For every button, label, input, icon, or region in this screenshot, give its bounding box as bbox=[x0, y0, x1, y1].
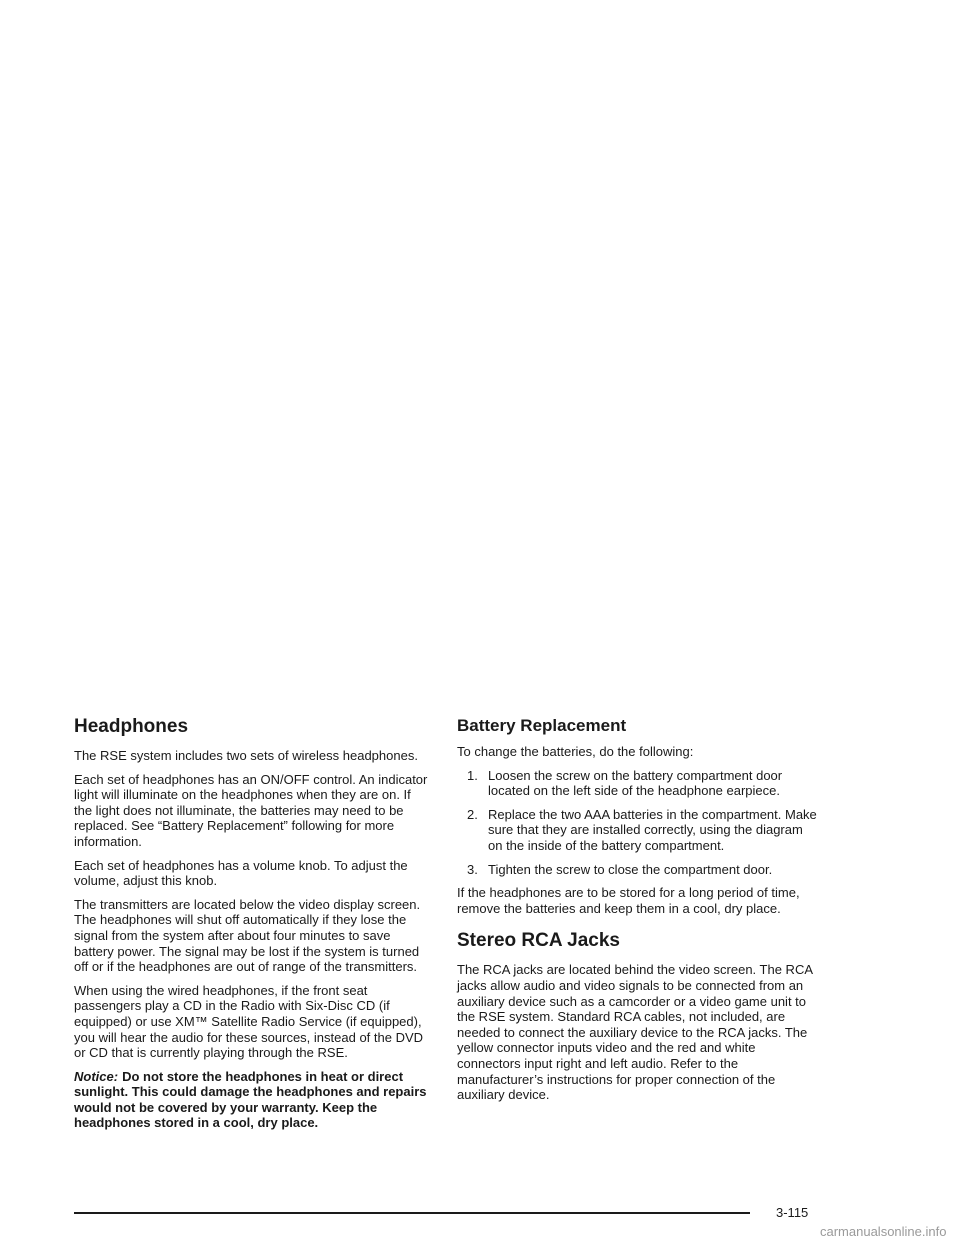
paragraph: Each set of headphones has an ON/OFF control. An indicator light will illuminate on the headphones when they are on. If the light does not illuminate, the batteries may need to be replaced. See “Battery Replacement” following for more information. bbox=[74, 771, 428, 849]
paragraph: When using the wired headphones, if the front seat passengers play a CD in the Radio with Six-Disc CD (if equipped) or use XM™ Satellite Radio Service (if equipped), you will hear the audio for these sources, instead of the DVD or CD that is currently playing through the RSE. bbox=[74, 982, 424, 1061]
paragraph: The transmitters are located below the video display screen. The headphones will shut off automatically if they lose the signal from the system after about four minutes to save battery power. The signal may be lost if the system is turned off or if the headphones are out of range of the transmitters. bbox=[74, 896, 421, 975]
notice-label: Notice: bbox=[74, 1068, 119, 1084]
step-text: Loosen the screw on the battery compartment door located on the left side of the headphone earpiece. bbox=[488, 767, 783, 799]
step-text: Tighten the screw to close the compartment door. bbox=[488, 861, 773, 877]
list-item bbox=[457, 862, 817, 878]
watermark: carmanualsonline.info bbox=[820, 1224, 947, 1239]
headphones-heading: Headphones bbox=[74, 716, 189, 737]
list-item bbox=[457, 768, 817, 799]
footer-rule bbox=[74, 1212, 750, 1214]
battery-intro: To change the batteries, do the following: bbox=[457, 744, 694, 759]
battery-steps-list bbox=[457, 768, 817, 878]
left-column bbox=[74, 716, 430, 1139]
page-number: 3-115 bbox=[776, 1205, 809, 1220]
battery-replacement-heading: Battery Replacement bbox=[457, 716, 627, 735]
paragraph: The RSE system includes two sets of wireless headphones. bbox=[74, 748, 418, 763]
notice-text: Do not store the headphones in heat or direct sunlight. This could damage the headphones and repairs would not be covered by your warranty. Keep the headphones stored in a cool, dry place. bbox=[74, 1068, 427, 1131]
list-item bbox=[457, 807, 817, 854]
stereo-rca-jacks-heading: Stereo RCA Jacks bbox=[457, 930, 620, 952]
step-text: Replace the two AAA batteries in the compartment. Make sure that they are installed correctly, using the diagram on the inside of the battery compartment. bbox=[488, 806, 817, 853]
rca-paragraph: The RCA jacks are located behind the video screen. The RCA jacks allow audio and video signals to be connected from an auxiliary device such as a camcorder or a video game unit to the RSE system. Standard RCA cables, not included, are needed to connect the auxiliary device to the RCA jacks. The yellow connector inputs video and the red and white connectors input right and left audio. Refer to the manufacturer’s instructions for proper connection of the auxiliary device. bbox=[457, 962, 813, 1103]
paragraph: Each set of headphones has a volume knob. To adjust the volume, adjust this knob. bbox=[74, 857, 408, 889]
step-number: 1. bbox=[467, 767, 478, 783]
battery-outro: If the headphones are to be stored for a long period of time, remove the batteries and keep them in a cool, dry place. bbox=[457, 885, 800, 916]
notice-paragraph bbox=[74, 1069, 430, 1131]
right-column bbox=[457, 716, 817, 1111]
step-number: 3. bbox=[467, 861, 478, 877]
step-number: 2. bbox=[467, 806, 478, 822]
